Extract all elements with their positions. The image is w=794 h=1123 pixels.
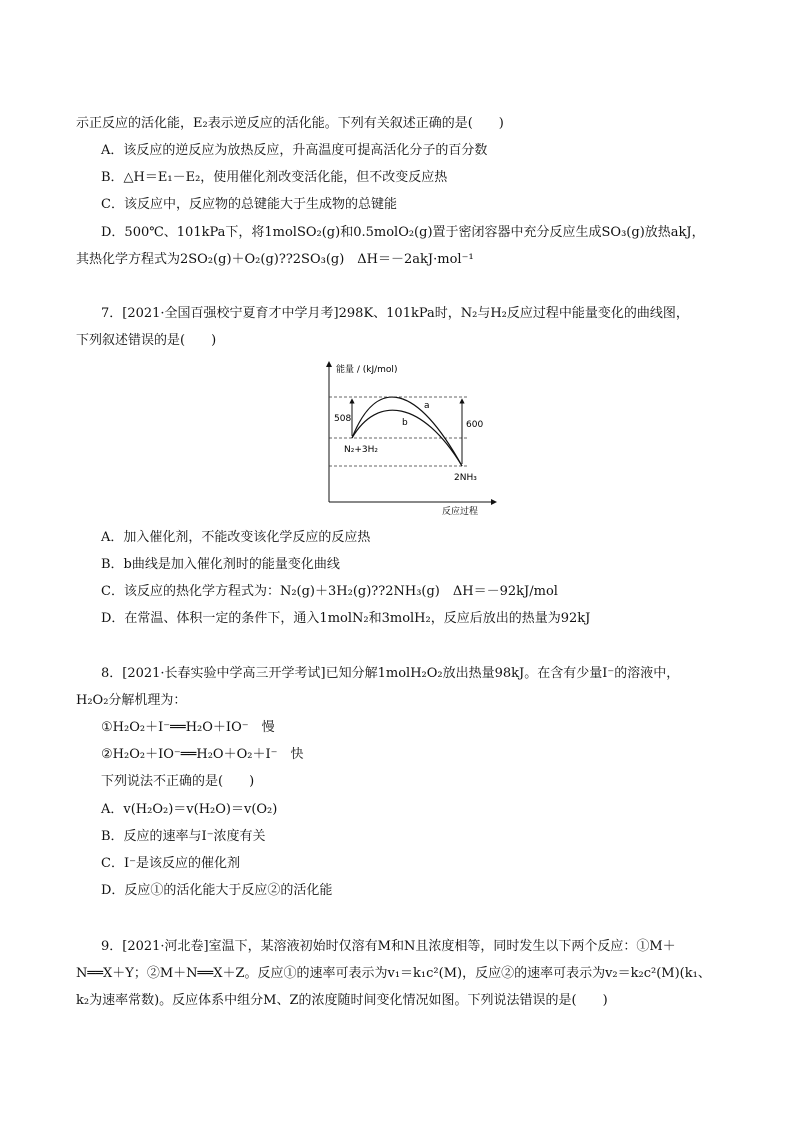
q8-mechanism-step1: ①H₂O₂＋I⁻══H₂O＋IO⁻ 慢 (101, 720, 275, 735)
q8-option-c: C．I⁻是该反应的催化剂 (101, 856, 240, 871)
reactants-label: N₂+3H₂ (344, 445, 378, 455)
q9-stem-line3: k₂为速率常数)。反应体系中组分M、Z的浓度随时间变化情况如图。下列说法错误的是( ) (76, 993, 608, 1008)
q7-option-c: C．该反应的热化学方程式为：N₂(g)＋3H₂(g)??2NH₃(g) ΔH＝－92kJ/mol (101, 584, 558, 599)
x-axis-label: 反应过程 (442, 507, 479, 517)
q6-option-c: C．该反应中，反应物的总键能大于生成物的总键能 (101, 197, 397, 212)
q8-option-d: D．反应①的活化能大于反应②的活化能 (101, 883, 333, 898)
q6-option-d-line2: 其热化学方程式为2SO₂(g)＋O₂(g)??2SO₃(g) ΔH＝－2akJ·mol⁻¹ (76, 252, 474, 267)
q8-stem-line2: H₂O₂分解机理为： (76, 693, 187, 708)
q8-option-b: B．反应的速率与I⁻浓度有关 (101, 829, 266, 844)
value-508: 508 (334, 414, 352, 424)
curve-a (352, 397, 462, 466)
q7-option-a: A．加入催化剂，不能改变该化学反应的反应热 (101, 530, 371, 545)
q7-option-b: B．b曲线是加入催化剂时的能量变化曲线 (101, 557, 340, 572)
q7-option-d: D．在常温、体积一定的条件下，通入1molN₂和3molH₂，反应后放出的热量为92kJ (101, 611, 591, 626)
q8-option-a: A．v(H₂O₂)＝v(H₂O)＝v(O₂) (101, 802, 278, 817)
q6-option-a: A．该反应的逆反应为放热反应，升高温度可提高活化分子的百分数 (101, 143, 488, 158)
curve-a-label: a (424, 401, 430, 411)
q7-stem-line1: 7．[2021·全国百强校宁夏育才中学月考]298K、101kPa时，N₂与H₂反应过程中能量变化的曲线图， (101, 306, 689, 321)
q9-stem-line1: 9．[2021·河北卷]室温下，某溶液初始时仅溶有M和N且浓度相等，同时发生以下两个反应：①M＋ (101, 939, 676, 954)
q8-question: 下列说法不正确的是( ) (101, 774, 255, 789)
q6-option-b: B．△H＝E₁－E₂，使用催化剂改变活化能，但不改变反应热 (101, 170, 448, 185)
value-600: 600 (466, 420, 484, 430)
curve-b-label: b (402, 418, 408, 428)
q7-stem-line2: 下列叙述错误的是( ) (76, 333, 217, 348)
products-label: 2NH₃ (454, 473, 477, 483)
q8-stem-line1: 8．[2021·长春实验中学高三开学考试]已知分解1molH₂O₂放出热量98kJ。在含有少量I⁻的溶液中， (101, 666, 680, 681)
q8-mechanism-step2: ②H₂O₂＋IO⁻══H₂O＋O₂＋I⁻ 快 (101, 747, 304, 762)
energy-diagram (322, 360, 498, 518)
q6-option-d-line1: D．500℃、101kPa下，将1molSO₂(g)和0.5molO₂(g)置于密闭容器中充分反应生成SO₃(g)放热akJ， (101, 225, 705, 240)
q6-stem-continuation: 示正反应的活化能，E₂表示逆反应的活化能。下列有关叙述正确的是( ) (76, 116, 504, 131)
q9-stem-line2: N══X＋Y；②M＋N══X＋Z。反应①的速率可表示为v₁＝k₁c²(M)，反应②的速率可表示为v₂＝k₂c²(M)(k₁、 (76, 966, 711, 981)
y-axis-label: 能量 / (kJ/mol) (336, 365, 398, 375)
